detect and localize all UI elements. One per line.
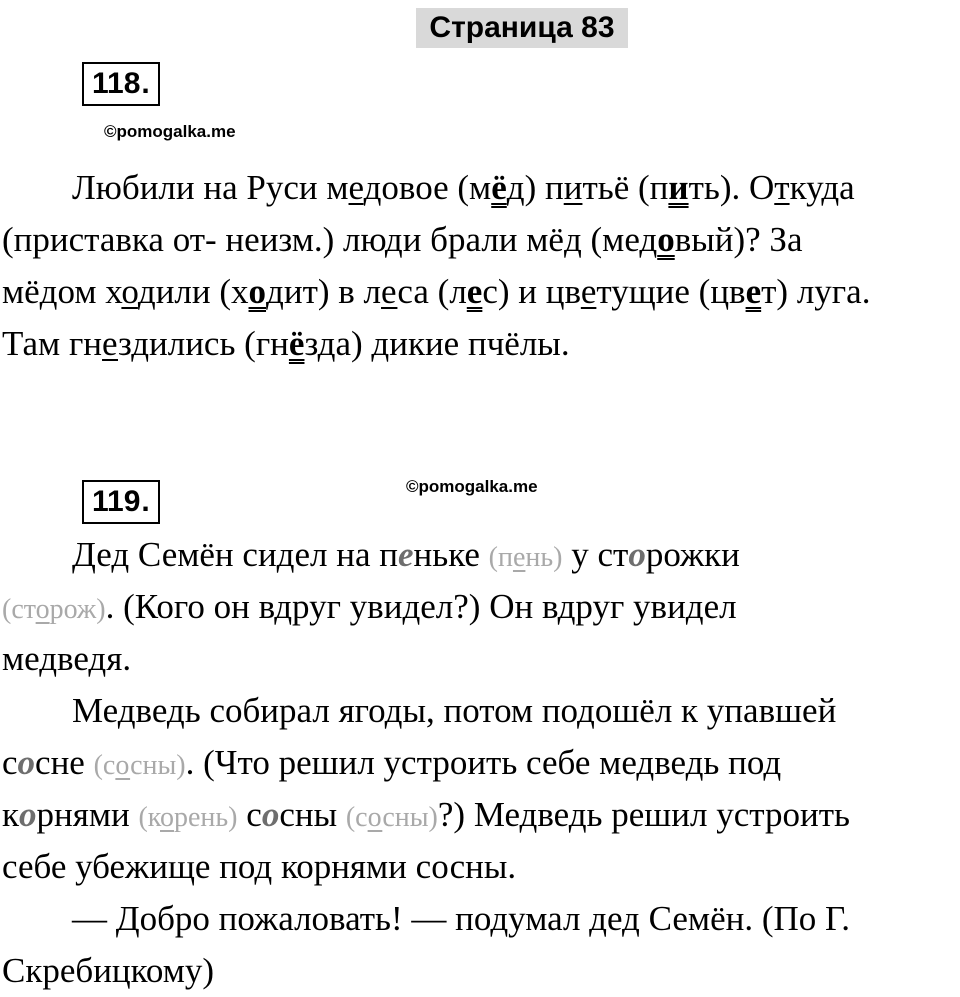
text-line: — Добро пожаловать! — подумал дед Семён. (По Г. (2, 899, 851, 938)
text-line: Там гнездились (гнёзда) дикие пчёлы. (2, 324, 570, 363)
exercise-number-119: 119. (82, 480, 160, 524)
text-line: (приставка от- неизм.) люди брали мёд (медовый)? За (2, 220, 803, 259)
text-line: себе убежище под корнями сосны. (2, 847, 517, 886)
exercise-118-text (2, 162, 956, 370)
watermark: ©pomogalka.me (406, 477, 538, 496)
text-line: (сторож). (Кого он вдруг увидел?) Он вдруг увидел (2, 587, 737, 626)
exercise-number-value: 119 (92, 485, 141, 518)
text-line: Любили на Руси медовое (мёд) питьё (пить). Откуда (2, 168, 855, 207)
watermark: ©pomogalka.me (104, 122, 236, 141)
exercise-119-text (2, 529, 956, 997)
text-line: сосне (сосны). (Что решил устроить себе медведь под (2, 743, 782, 782)
exercise-number-118: 118. (82, 62, 160, 106)
exercise-number-value: 118 (92, 67, 141, 100)
text-line: мёдом ходили (ходит) в леса (лес) и цветущие (цвет) луга. (2, 272, 871, 311)
text-line: Скребицкому) (2, 951, 215, 990)
text-line: медведя. (2, 639, 132, 678)
text-line: Дед Семён сидел на пеньке (пень) у сторожки (2, 535, 740, 574)
text-line: корнями (корень) сосны (сосны)?) Медведь решил устроить (2, 795, 850, 834)
page-title: Страница 83 (416, 8, 628, 48)
text-line: Медведь собирал ягоды, потом подошёл к упавшей (2, 691, 837, 730)
